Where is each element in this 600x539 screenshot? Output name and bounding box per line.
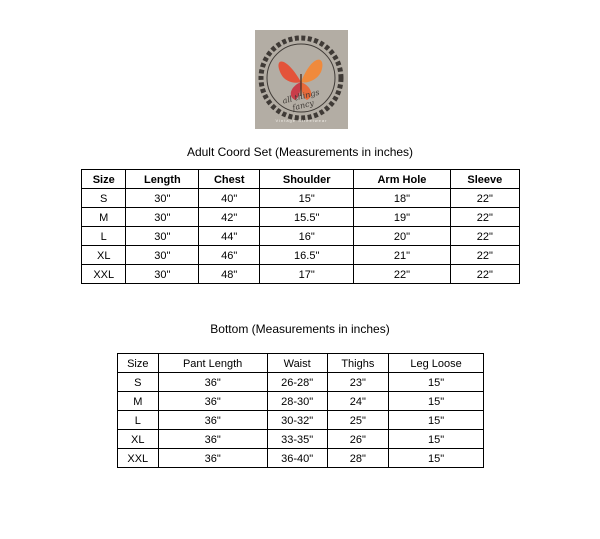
cell: 30": [126, 208, 199, 227]
table-header-row: [118, 354, 484, 373]
table-row: [118, 449, 484, 468]
header-chest: Chest: [199, 170, 260, 189]
cell: 20": [354, 227, 450, 246]
coord-set-size-table: [81, 169, 520, 284]
cell: 22": [450, 189, 519, 208]
cell: 36-40": [267, 449, 327, 468]
cell: 28-30": [267, 392, 327, 411]
cell: 33-35": [267, 430, 327, 449]
header-length: Length: [126, 170, 199, 189]
table-row: [82, 246, 520, 265]
cell: 18": [354, 189, 450, 208]
table-row: [118, 430, 484, 449]
table-header-row: [82, 170, 520, 189]
cell: 22": [450, 227, 519, 246]
cell: L: [118, 411, 159, 430]
header-pant-length: Pant Length: [158, 354, 267, 373]
cell: 21": [354, 246, 450, 265]
cell: M: [82, 208, 126, 227]
cell: 30": [126, 246, 199, 265]
cell: 26": [327, 430, 389, 449]
table-row: [82, 227, 520, 246]
cell: 28": [327, 449, 389, 468]
header-leg-loose: Leg Loose: [389, 354, 484, 373]
cell: 15": [389, 392, 484, 411]
bottom-size-table: [117, 353, 484, 468]
cell: XL: [82, 246, 126, 265]
cell: 16.5": [260, 246, 354, 265]
table-row: [82, 189, 520, 208]
cell: 36": [158, 411, 267, 430]
cell: 15": [389, 430, 484, 449]
cell: 22": [450, 208, 519, 227]
bottom-caption: Bottom (Measurements in inches): [210, 322, 390, 336]
cell: S: [82, 189, 126, 208]
header-waist: Waist: [267, 354, 327, 373]
cell: 15.5": [260, 208, 354, 227]
cell: 36": [158, 430, 267, 449]
cell: 48": [199, 265, 260, 284]
cell: 42": [199, 208, 260, 227]
cell: 15": [389, 449, 484, 468]
cell: L: [82, 227, 126, 246]
table-row: [82, 265, 520, 284]
cell: 15": [389, 373, 484, 392]
coord-set-caption: Adult Coord Set (Measurements in inches): [186, 145, 414, 159]
table-row: [82, 208, 520, 227]
cell: 30": [126, 227, 199, 246]
cell: 16": [260, 227, 354, 246]
header-thighs: Thighs: [327, 354, 389, 373]
cell: 22": [354, 265, 450, 284]
header-size: Size: [118, 354, 159, 373]
cell: 40": [199, 189, 260, 208]
cell: 25": [327, 411, 389, 430]
cell: M: [118, 392, 159, 411]
cell: 30": [126, 265, 199, 284]
cell: 44": [199, 227, 260, 246]
cell: 17": [260, 265, 354, 284]
cell: 22": [450, 246, 519, 265]
cell: XXL: [118, 449, 159, 468]
cell: 15": [389, 411, 484, 430]
cell: 36": [158, 373, 267, 392]
cell: 30": [126, 189, 199, 208]
logo-brand-text: all things fancy: [281, 87, 321, 113]
table-row: [118, 373, 484, 392]
logo-tagline: Vintage Streetwear: [275, 118, 328, 123]
cell: 30-32": [267, 411, 327, 430]
cell: 46": [199, 246, 260, 265]
cell: 15": [260, 189, 354, 208]
cell: 23": [327, 373, 389, 392]
header-arm-hole: Arm Hole: [354, 170, 450, 189]
table-row: [118, 411, 484, 430]
header-size: Size: [82, 170, 126, 189]
brand-logo: [255, 30, 348, 129]
header-sleeve: Sleeve: [450, 170, 519, 189]
cell: XXL: [82, 265, 126, 284]
cell: 36": [158, 392, 267, 411]
butterfly-badge-icon: [255, 30, 348, 129]
cell: 22": [450, 265, 519, 284]
cell: S: [118, 373, 159, 392]
cell: 19": [354, 208, 450, 227]
cell: 24": [327, 392, 389, 411]
cell: XL: [118, 430, 159, 449]
cell: 36": [158, 449, 267, 468]
header-shoulder: Shoulder: [260, 170, 354, 189]
cell: 26-28": [267, 373, 327, 392]
table-row: [118, 392, 484, 411]
